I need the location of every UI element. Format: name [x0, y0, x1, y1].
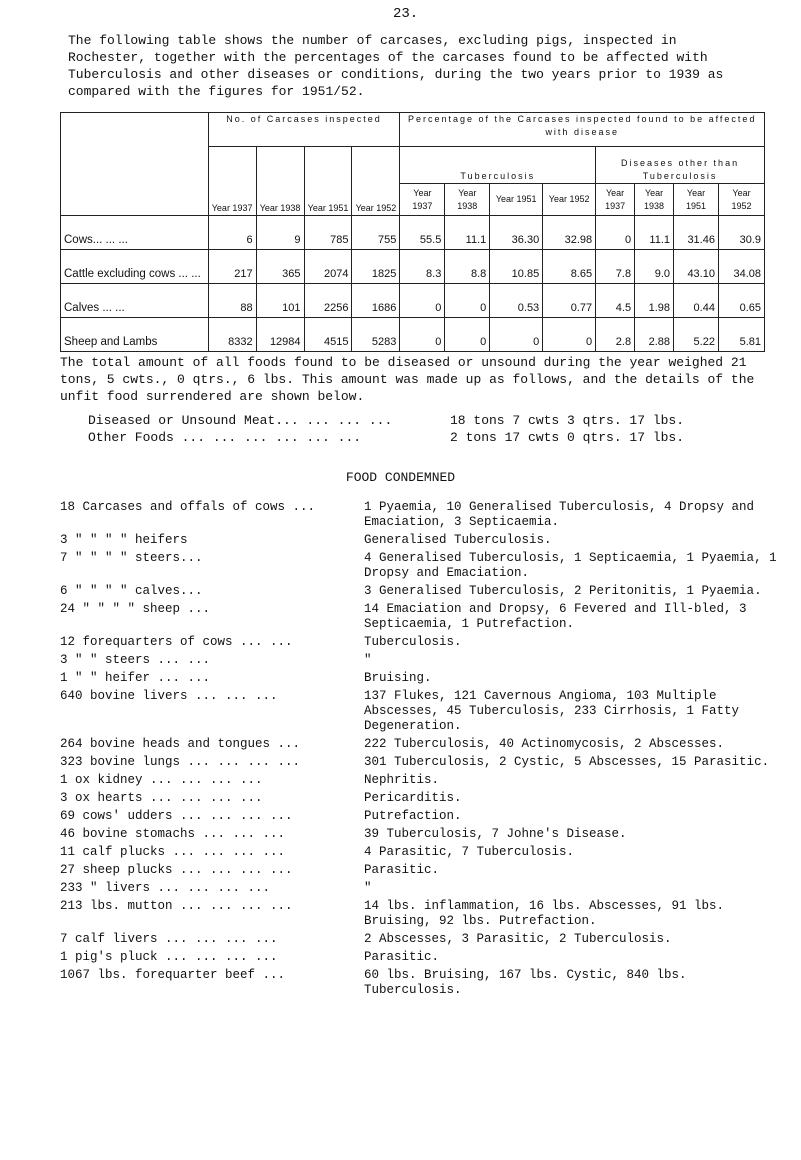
cell-tb: 55.5: [400, 216, 445, 250]
condemned-item: [60, 551, 785, 581]
cell-other: 43.10: [674, 250, 719, 284]
col-no-1951: Year 1951: [304, 147, 352, 216]
cell-no: 5283: [352, 318, 400, 352]
row-label: Sheep and Lambs: [61, 318, 209, 352]
condemned-item-label: 6 " " " " calves...: [60, 584, 203, 598]
cell-other: 0.65: [718, 284, 764, 318]
condemned-item: [60, 500, 780, 530]
condemned-item-label: 3 " " " " heifers: [60, 533, 188, 547]
condemned-item: [60, 533, 780, 548]
cell-no: 6: [208, 216, 256, 250]
cell-no: 785: [304, 216, 352, 250]
food-condemned-title: FOOD CONDEMNED: [345, 470, 456, 485]
condemned-item-label: 24 " " " " sheep ...: [60, 602, 211, 616]
col-no-1938: Year 1938: [256, 147, 304, 216]
condemned-item: [60, 899, 780, 929]
condemned-cause: 14 lbs. inflammation, 16 lbs. Abscesses, 91 lbs. Bruising, 92 lbs. Putrefaction.: [364, 899, 732, 928]
carcase-inspection-table: [60, 112, 765, 352]
col-tb-1952: Year 1952: [543, 184, 596, 216]
condemned-item: [60, 950, 780, 965]
condemned-item-label: 1 " " heifer ... ...: [60, 671, 211, 685]
cell-other: 5.81: [718, 318, 764, 352]
row-header-blank: [61, 113, 209, 216]
cell-other: 31.46: [674, 216, 719, 250]
col-tb-1937: Year 1937: [400, 184, 445, 216]
condemned-cause: 14 Emaciation and Dropsy, 6 Fevered and Ill-bled, 3 Septicaemia, 1 Putrefaction.: [364, 602, 755, 631]
condemned-item-label: 233 " livers ... ... ... ...: [60, 881, 271, 895]
cell-no: 755: [352, 216, 400, 250]
summary-paragraph: The total amount of all foods found to be diseased or unsound during the year weighed 21 tons, 5 cwts., 0 qtrs., 6 lbs. This amount was made up as follows, and the details of the unfit food surrendered are shown below.: [60, 355, 755, 404]
condemned-item-label: 27 sheep plucks ... ... ... ...: [60, 863, 293, 877]
condemned-item-label: 18 Carcases and offals of cows ...: [60, 500, 316, 514]
total-label: Diseased or Unsound Meat... ... ... ...: [88, 413, 393, 428]
col-other-1937: Year 1937: [596, 184, 635, 216]
row-label: Cows... ... ...: [61, 216, 209, 250]
row-label: Cattle excluding cows ... ...: [61, 250, 209, 284]
condemned-item: [60, 755, 780, 770]
condemned-cause: 301 Tuberculosis, 2 Cystic, 5 Abscesses, 15 Parasitic.: [364, 755, 770, 769]
table-body: [61, 216, 765, 352]
condemned-item-label: 1 ox kidney ... ... ... ...: [60, 773, 263, 787]
total-value: 18 tons 7 cwts 3 qtrs. 17 lbs.: [450, 413, 685, 428]
header-tuberculosis: Tuberculosis: [400, 147, 596, 184]
condemned-item: [60, 809, 780, 824]
cell-no: 12984: [256, 318, 304, 352]
condemned-cause: 3 Generalised Tuberculosis, 2 Peritonitis, 1 Pyaemia.: [364, 584, 762, 598]
col-other-1938: Year 1938: [635, 184, 674, 216]
header-percentage: Percentage of the Carcases inspected found to be affected with disease: [400, 113, 765, 147]
cell-tb: 0: [400, 284, 445, 318]
condemned-item: [60, 602, 780, 632]
col-other-1951: Year 1951: [674, 184, 719, 216]
condemned-cause: Generalised Tuberculosis.: [364, 533, 552, 547]
table-row: [61, 284, 765, 318]
condemned-item: [60, 968, 780, 998]
condemned-cause: 4 Parasitic, 7 Tuberculosis.: [364, 845, 575, 859]
condemned-item: [60, 653, 780, 668]
cell-tb: 0: [490, 318, 543, 352]
condemned-item: [60, 881, 780, 896]
cell-other: 0.44: [674, 284, 719, 318]
condemned-item: [60, 773, 780, 788]
header-no-carcases: No. of Carcases inspected: [208, 113, 400, 147]
condemned-item-label: 46 bovine stomachs ... ... ...: [60, 827, 286, 841]
cell-tb: 36.30: [490, 216, 543, 250]
condemned-item-label: 7 calf livers ... ... ... ...: [60, 932, 278, 946]
condemned-item-label: 12 forequarters of cows ... ...: [60, 635, 293, 649]
condemned-cause: Bruising.: [364, 671, 432, 685]
cell-other: 2.88: [635, 318, 674, 352]
condemned-cause: Tuberculosis.: [364, 635, 462, 649]
condemned-cause: 137 Flukes, 121 Cavernous Angioma, 103 Multiple Abscesses, 45 Tuberculosis, 233 Cirrhosis, 1 Fatty Degeneration.: [364, 689, 747, 733]
page-number: 23.: [393, 6, 419, 22]
condemned-cause: ": [364, 653, 372, 667]
condemned-item-label: 7 " " " " steers...: [60, 551, 203, 565]
cell-tb: 32.98: [543, 216, 596, 250]
cell-tb: 0: [543, 318, 596, 352]
cell-tb: 8.8: [445, 250, 490, 284]
cell-other: 9.0: [635, 250, 674, 284]
cell-no: 101: [256, 284, 304, 318]
condemned-item-label: 11 calf plucks ... ... ... ...: [60, 845, 286, 859]
condemned-item: [60, 827, 780, 842]
cell-no: 88: [208, 284, 256, 318]
cell-other: 4.5: [596, 284, 635, 318]
condemned-item-label: 264 bovine heads and tongues ...: [60, 737, 301, 751]
col-tb-1951: Year 1951: [490, 184, 543, 216]
cell-no: 2256: [304, 284, 352, 318]
total-value: 2 tons 17 cwts 0 qtrs. 17 lbs.: [450, 430, 685, 445]
cell-no: 1686: [352, 284, 400, 318]
condemned-cause: ": [364, 881, 372, 895]
condemned-item: [60, 635, 780, 650]
col-no-1937: Year 1937: [208, 147, 256, 216]
col-tb-1938: Year 1938: [445, 184, 490, 216]
col-no-1952: Year 1952: [352, 147, 400, 216]
condemned-item: [60, 791, 780, 806]
cell-tb: 10.85: [490, 250, 543, 284]
condemned-cause: 222 Tuberculosis, 40 Actinomycosis, 2 Abscesses.: [364, 737, 725, 751]
condemned-cause: Parasitic.: [364, 950, 440, 964]
table-row: [61, 250, 765, 284]
condemned-item: [60, 863, 780, 878]
cell-other: 1.98: [635, 284, 674, 318]
condemned-item: [60, 689, 780, 734]
cell-tb: 0: [445, 284, 490, 318]
food-condemned-list: [60, 500, 785, 1001]
header-other-diseases: Diseases other than Tuberculosis: [596, 147, 765, 184]
condemned-cause: 4 Generalised Tuberculosis, 1 Septicaemia, 1 Pyaemia, 1 Dropsy and Emaciation.: [364, 551, 785, 580]
condemned-item-label: 213 lbs. mutton ... ... ... ...: [60, 899, 293, 913]
condemned-cause: Nephritis.: [364, 773, 440, 787]
condemned-item-label: 640 bovine livers ... ... ...: [60, 689, 278, 703]
condemned-cause: 2 Abscesses, 3 Parasitic, 2 Tuberculosis.: [364, 932, 672, 946]
condemned-cause: 60 lbs. Bruising, 167 lbs. Cystic, 840 lbs. Tuberculosis.: [364, 968, 695, 997]
condemned-cause: 1 Pyaemia, 10 Generalised Tuberculosis, 4 Dropsy and Emaciation, 3 Septicaemia.: [364, 500, 762, 529]
total-label: Other Foods ... ... ... ... ... ...: [88, 430, 362, 445]
condemned-cause: 39 Tuberculosis, 7 Johne's Disease.: [364, 827, 627, 841]
cell-tb: 11.1: [445, 216, 490, 250]
cell-other: 34.08: [718, 250, 764, 284]
condemned-cause: Pericarditis.: [364, 791, 462, 805]
cell-tb: 0.77: [543, 284, 596, 318]
cell-tb: 0: [445, 318, 490, 352]
condemned-item: [60, 584, 780, 599]
cell-no: 2074: [304, 250, 352, 284]
condemned-item: [60, 671, 780, 686]
cell-no: 217: [208, 250, 256, 284]
condemned-item-label: 323 bovine lungs ... ... ... ...: [60, 755, 301, 769]
intro-paragraph: The following table shows the number of carcases, excluding pigs, inspected in Rochester, together with the percentages of the carcases found to be affected with Tuberculosis and other diseases or conditions, during the two years prior to 1939 as compared with the figures for 1951/52.: [68, 33, 724, 99]
cell-no: 1825: [352, 250, 400, 284]
condemned-item-label: 3 ox hearts ... ... ... ...: [60, 791, 263, 805]
cell-tb: 8.65: [543, 250, 596, 284]
condemned-cause: Parasitic.: [364, 863, 440, 877]
cell-other: 2.8: [596, 318, 635, 352]
cell-other: 0: [596, 216, 635, 250]
cell-no: 9: [256, 216, 304, 250]
cell-other: 30.9: [718, 216, 764, 250]
cell-no: 8332: [208, 318, 256, 352]
cell-other: 11.1: [635, 216, 674, 250]
row-label: Calves ... ...: [61, 284, 209, 318]
cell-other: 7.8: [596, 250, 635, 284]
condemned-item-label: 69 cows' udders ... ... ... ...: [60, 809, 293, 823]
table-row: [61, 216, 765, 250]
cell-other: 5.22: [674, 318, 719, 352]
cell-no: 4515: [304, 318, 352, 352]
condemned-item-label: 3 " " steers ... ...: [60, 653, 211, 667]
cell-tb: 8.3: [400, 250, 445, 284]
condemned-item: [60, 932, 780, 947]
col-other-1952: Year 1952: [718, 184, 764, 216]
condemned-item-label: 1 pig's pluck ... ... ... ...: [60, 950, 278, 964]
cell-no: 365: [256, 250, 304, 284]
cell-tb: 0: [400, 318, 445, 352]
cell-tb: 0.53: [490, 284, 543, 318]
table-row: [61, 318, 765, 352]
condemned-item-label: 1067 lbs. forequarter beef ...: [60, 968, 286, 982]
condemned-cause: Putrefaction.: [364, 809, 462, 823]
condemned-item: [60, 845, 780, 860]
condemned-item: [60, 737, 780, 752]
